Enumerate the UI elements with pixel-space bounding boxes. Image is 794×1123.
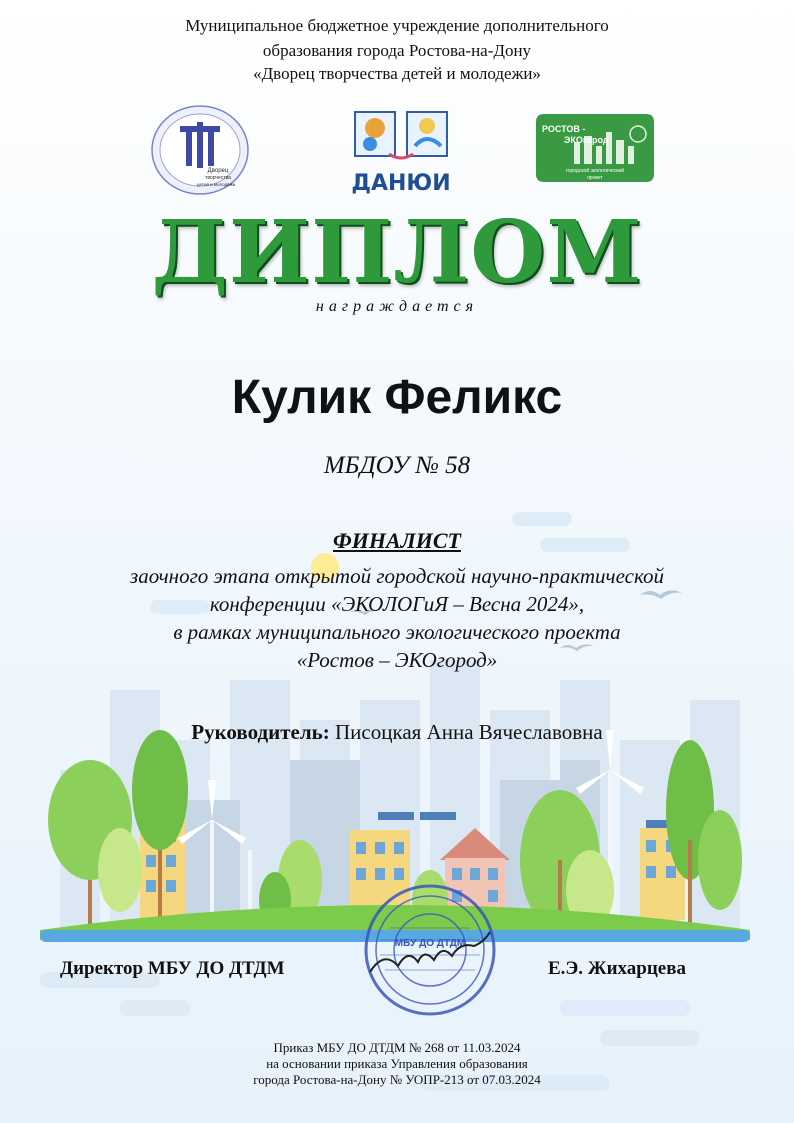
recipient-organization: МБДОУ № 58 — [323, 452, 471, 479]
footer-line-1: Приказ МБУ ДО ДТДМ № 268 от 11.03.2024 — [273, 1040, 521, 1055]
leader-name: Писоцкая Анна Вячеславовна — [334, 720, 603, 744]
ecogorod-logo — [534, 112, 656, 184]
award-description — [0, 562, 794, 674]
description-line-3: в рамках муниципального экологического проекта — [173, 620, 621, 644]
ecogorod-logo-text-2: ЭКОгород — [564, 135, 609, 145]
institution-line-3: «Дворец творчества детей и молодежи» — [253, 64, 541, 83]
leader-line — [0, 720, 794, 745]
award-status: ФИНАЛИСТ — [333, 528, 461, 553]
description-line-4: «Ростов – ЭКОгород» — [296, 648, 498, 672]
footer-line-2: на основании приказа Управления образования — [266, 1056, 528, 1071]
danyui-logo — [345, 104, 467, 196]
diploma-title: ДИПЛОМ — [151, 202, 643, 303]
ecogorod-logo-text-1: РОСТОВ - — [542, 124, 586, 134]
description-line-2: конференции «ЭКОЛОГиЯ – Весна 2024», — [209, 592, 585, 616]
awarded-subtitle: награждается — [315, 298, 479, 315]
director-name: Е.Э. Жихарцева — [548, 958, 687, 979]
official-stamp — [360, 880, 500, 1020]
dtdm-logo-text-2: творчества — [205, 175, 231, 181]
danyui-logo-text: ДАНЮИ — [351, 171, 451, 196]
footer-line-3: города Ростова-на-Дону № УОПР-213 от 07.03.2024 — [253, 1072, 541, 1087]
dtdm-logo — [150, 104, 250, 196]
dtdm-logo-text-1: Дворец — [207, 168, 229, 174]
institution-line-1: Муниципальное бюджетное учреждение дополнительного — [185, 16, 609, 35]
leader-label: Руководитель: — [191, 720, 330, 744]
stamp-text: МБУ ДО ДТДМ — [394, 938, 466, 949]
director-title: Директор МБУ ДО ДТДМ — [60, 958, 285, 979]
ecogorod-logo-text-4: проект — [587, 175, 603, 181]
recipient-name: Кулик Феликс — [231, 371, 563, 424]
institution-line-2: образования города Ростова-на-Дону — [262, 41, 532, 60]
dtdm-logo-text-3: детей и молодёжи — [196, 182, 236, 187]
description-line-1: заочного этапа открытой городской научно-практической — [130, 564, 664, 588]
ecogorod-logo-text-3: городской экологический — [565, 168, 625, 174]
order-reference — [0, 1040, 794, 1088]
